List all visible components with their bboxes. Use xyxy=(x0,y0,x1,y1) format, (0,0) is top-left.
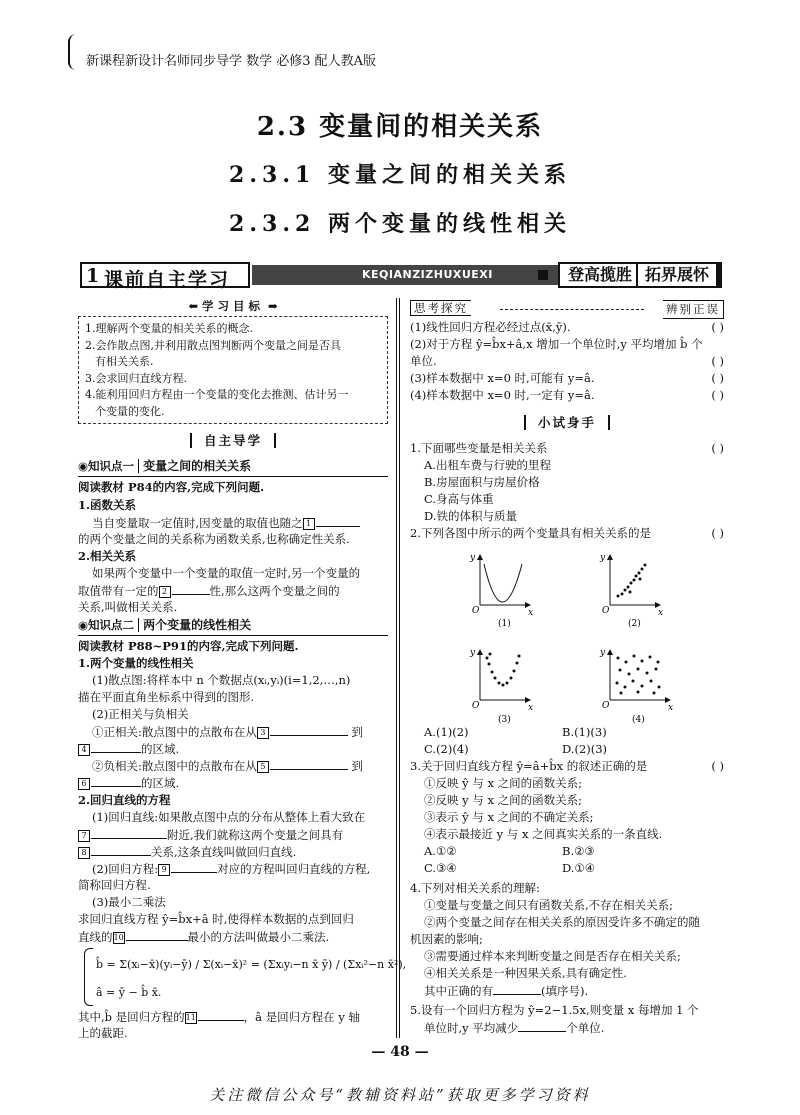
section-title: 2.3 变量间的相关关系 xyxy=(256,112,544,142)
blank-8[interactable] xyxy=(91,843,151,856)
blank-7[interactable] xyxy=(91,826,167,839)
point xyxy=(624,589,627,592)
banner-pinyin: KEQIANZIZHUXUEXI xyxy=(362,268,493,281)
point xyxy=(486,657,489,660)
q5-stem: 5.设有一个回归方程为 ŷ=2−1.5x,则变量 x 每增加 1 个 xyxy=(410,1003,699,1017)
plot-label-2: (2) xyxy=(628,619,641,629)
q3-opt-a[interactable]: A.①② xyxy=(424,844,457,858)
k2-end-2: 上的截距. xyxy=(78,1026,128,1040)
section-banner xyxy=(80,262,722,291)
point xyxy=(516,662,519,665)
goal-4b: 个变量的变化. xyxy=(95,404,165,418)
k2-m7: 求回归直线方程 ŷ=b̂x+â 时,使得样本数据的点到回归 xyxy=(78,912,354,926)
point xyxy=(616,682,619,685)
point xyxy=(628,673,631,676)
point xyxy=(641,660,644,663)
point xyxy=(617,595,620,598)
point xyxy=(617,657,620,660)
column-divider xyxy=(396,298,397,1038)
q3-opt-d[interactable]: D.①④ xyxy=(562,861,596,875)
point xyxy=(653,692,656,695)
point xyxy=(621,593,624,596)
plot2-y: y xyxy=(600,553,606,563)
plot2-points xyxy=(617,564,647,598)
blank-2[interactable] xyxy=(172,582,210,595)
k2-m3: (2)回归方程: 9 对应的方程叫回归直线的方程, xyxy=(92,862,371,876)
point xyxy=(639,578,642,581)
scatter-plots xyxy=(460,550,690,730)
q3-2: ②反映 y 与 x 之间的函数关系; xyxy=(424,793,582,807)
k2-m0: (1)回归直线:如果散点图中点的分布从整体上看大致在 xyxy=(92,810,366,824)
tf-3: (3)样本数据中 x=0 时,可能有 y=â. ( ) xyxy=(410,371,724,385)
q4-answer-blank[interactable] xyxy=(493,982,541,995)
q1-a: A.出租车费与行驶的里程 xyxy=(424,458,551,472)
q1-d: D.铁的体积与质量 xyxy=(424,509,517,523)
point xyxy=(633,579,636,582)
q1-stem: 1.下面哪些变量是相关关系 ( ) xyxy=(410,441,724,455)
plot1-origin: O xyxy=(472,606,480,616)
point xyxy=(638,572,641,575)
k1-read: 阅读教材 P84的内容,完成下列问题. xyxy=(78,480,265,494)
point xyxy=(624,686,627,689)
blank-1[interactable] xyxy=(316,514,360,527)
page-number: — 48 — xyxy=(371,1044,429,1060)
point xyxy=(635,575,638,578)
point xyxy=(658,686,661,689)
q2-stem: 2.下列各图中所示的两个变量具有相关关系的是 ( ) xyxy=(410,526,724,540)
goal-2b: 有相关关系. xyxy=(95,355,154,368)
goal-2: 2.会作散点图,并利用散点图判断两个变量之间是否具 xyxy=(85,338,341,352)
point xyxy=(657,661,660,664)
point xyxy=(644,564,647,567)
blank-9[interactable] xyxy=(171,860,217,873)
q3-stem: 3.关于回归直线方程 ŷ=â+b̂x 的叙述正确的是 ( ) xyxy=(410,759,724,773)
k2-h2: 2.回归直线的方程 xyxy=(78,793,171,807)
right-column xyxy=(410,298,724,1098)
point xyxy=(646,672,649,675)
banner-number: 1 xyxy=(86,265,100,287)
k2-l0: (1)散点图:将样本中 n 个数据点(xᵢ,yᵢ)(i=1,2,…,n) xyxy=(92,673,351,687)
k1-p2a: 如果两个变量中一个变量的取值一定时,另一个变量的 xyxy=(92,566,361,580)
blank-6[interactable] xyxy=(91,774,141,787)
q4-2: ②两个变量之间存在相关关系的原因受许多不确定的随 xyxy=(424,915,700,929)
point xyxy=(625,661,628,664)
plot4-x: x xyxy=(668,703,674,713)
point xyxy=(488,663,491,666)
plot-label-3: (3) xyxy=(498,715,511,725)
q5-answer: 单位时,y 平均减少 个单位. xyxy=(424,1021,605,1035)
plot3-origin: O xyxy=(472,701,480,711)
k1-p2b: 取值带有一定的 2 性,那么这两个变量之间的 xyxy=(78,584,340,598)
plot4-points xyxy=(616,655,661,695)
subsection-title-1: 2.3.1 变量之间的相关关系 xyxy=(229,162,571,188)
banner-label: 课前自主学习 xyxy=(104,269,231,291)
goal-1: 1.理解两个变量的相关关系的概念. xyxy=(85,322,253,335)
goals-title xyxy=(78,298,388,315)
formula-a: â = ȳ − b̂ x̄. xyxy=(96,986,162,999)
point xyxy=(655,668,658,671)
q5-answer-blank[interactable] xyxy=(518,1019,566,1032)
k2-l8: 6 的区域. xyxy=(78,774,179,792)
plot3-points xyxy=(486,653,521,687)
point xyxy=(489,653,492,656)
plot-1 xyxy=(469,553,533,629)
banner-left xyxy=(80,262,250,291)
k2-l2: (2)正相关与负相关 xyxy=(92,707,189,721)
goals-title-text: 学习目标 xyxy=(202,299,264,313)
think-dash xyxy=(500,309,644,310)
goal-4: 4.能利用回归方程由一个变量的变化去推测、估计另一 xyxy=(85,388,349,401)
point xyxy=(513,670,516,673)
plot1-x: x xyxy=(528,608,534,618)
point xyxy=(633,655,636,658)
xiaoshi-heading: 小试身手 xyxy=(410,412,724,431)
plot3-x: x xyxy=(528,703,534,713)
k2-h1: 1.两个变量的线性相关 xyxy=(78,656,194,670)
point xyxy=(620,692,623,695)
goals-box xyxy=(78,316,388,424)
q3-3: ③表示 ŷ 与 x 之间的不确定关系; xyxy=(424,810,594,824)
formula-b: b̂ = Σ(xᵢ−x̄)(yᵢ−ȳ) / Σ(xᵢ−x̄)² = (Σxᵢyᵢ−n x̄ ȳ) / (Σxᵢ²−n x̄²), xyxy=(96,958,407,971)
q3-4: ④表示最接近 y 与 x 之间真实关系的一条直线. xyxy=(424,827,663,841)
arrow-right-icon: ➡ xyxy=(268,299,278,313)
plot1-y: y xyxy=(470,553,476,563)
point xyxy=(641,568,644,571)
k2-m1: 7 附近,我们就称这两个变量之间具有 xyxy=(78,826,343,844)
banner-square-icon xyxy=(538,270,548,280)
k1-p2c: 关系,叫做相关关系. xyxy=(78,600,178,614)
plot3-y: y xyxy=(470,648,476,658)
k1-p1a: 当自变量取一定值时,因变量的取值也随之 1 xyxy=(92,514,360,532)
k2-l3: ①正相关:散点图中的点散布在从 3 到 xyxy=(92,725,364,739)
q3-opt-c[interactable]: C.③④ xyxy=(424,861,457,875)
point xyxy=(632,680,635,683)
tf-2: (2)对于方程 ŷ=b̂x+â,x 增加一个单位时,y 平均增加 b̂ 个 xyxy=(410,337,703,351)
k2-m2: 8 关系,这条直线叫做回归直线. xyxy=(78,843,296,861)
k2-m5: 简称回归方程. xyxy=(78,878,151,892)
point xyxy=(641,685,644,688)
k2-end-1: 其中,b̂ 是回归方程的11 ，â 是回归方程在 y 轴 xyxy=(78,1010,360,1024)
footer-note: 关注微信公众号“教辅资料站”获取更多学习资料 xyxy=(209,1086,591,1104)
k1-p1b: 的两个变量之间的关系称为函数关系,也称确定性关系. xyxy=(78,532,350,546)
q3-opt-b[interactable]: B.②③ xyxy=(562,844,595,858)
point xyxy=(637,691,640,694)
plot-2 xyxy=(599,553,663,629)
plot4-y: y xyxy=(600,648,606,658)
k2-read: 阅读教材 P88~P91的内容,完成下列问题. xyxy=(78,639,299,653)
k2-m8: 直线的10 最小的方法叫做最小二乘法. xyxy=(78,930,330,944)
knowledge-icon: ◉ xyxy=(78,618,89,632)
plot-4 xyxy=(599,648,673,725)
point xyxy=(649,656,652,659)
formula-brace xyxy=(84,948,93,1006)
k1-heading: ◉知识点一 变量之间的相关关系 xyxy=(78,459,252,473)
k2-underline xyxy=(78,635,388,636)
tf-1: (1)线性回归方程必经过点(x̄,ȳ). ( ) xyxy=(410,320,724,334)
plot-label-1: (1) xyxy=(498,619,511,629)
blank-4[interactable] xyxy=(91,740,141,753)
k2-l1: 描在平面直角坐标系中得到的图形. xyxy=(78,690,255,704)
q4-stem: 4.下列对相关关系的理解: xyxy=(410,881,540,895)
q4-1: ①变量与变量之间只有函数关系,不存在相关关系; xyxy=(424,898,674,912)
point xyxy=(510,677,513,680)
blank-3[interactable] xyxy=(270,723,348,736)
goal-3: 3.会求回归直线方程. xyxy=(85,371,187,385)
blank-5[interactable] xyxy=(270,757,348,770)
plot-3 xyxy=(469,648,533,725)
zizhu-heading: 自主导学 xyxy=(78,430,388,449)
header-text: 新课程新设计名师同步导学 数学 必修3 配人教A版 xyxy=(86,54,377,69)
blank-11[interactable] xyxy=(198,1008,244,1021)
point xyxy=(518,655,521,658)
point xyxy=(498,682,501,685)
plot2-x: x xyxy=(658,608,664,618)
k1-h2: 2.相关关系 xyxy=(78,549,137,563)
k1-h1: 1.函数关系 xyxy=(78,498,137,512)
q2-opt-a[interactable]: A.(1)(2) xyxy=(424,725,469,739)
parabola-curve xyxy=(484,564,522,602)
point xyxy=(637,668,640,671)
arrow-left-icon: ⬅ xyxy=(188,299,198,313)
point xyxy=(494,677,497,680)
k2-heading: ◉知识点二 两个变量的线性相关 xyxy=(78,618,252,632)
q2-opt-d[interactable]: D.(2)(3) xyxy=(562,742,608,756)
q2-opt-c[interactable]: C.(2)(4) xyxy=(424,742,469,756)
q4-4: ④相关关系是一种因果关系,具有确定性. xyxy=(424,966,627,980)
think-heading: 思考探究 辨别正误 xyxy=(410,300,724,317)
k1-underline xyxy=(78,476,388,477)
knowledge-icon: ◉ xyxy=(78,459,89,473)
banner-right-2: 拓界展怀 xyxy=(636,262,722,288)
tf-2b: 单位. ( ) xyxy=(410,354,724,368)
point xyxy=(630,582,633,585)
k2-l6: ②负相关:散点图中的点散布在从 5 到 xyxy=(92,759,364,773)
plot4-origin: O xyxy=(602,701,610,711)
tf-4: (4)样本数据中 x=0 时,一定有 y=â. ( ) xyxy=(410,388,724,402)
column-divider-2 xyxy=(399,298,400,1038)
point xyxy=(502,684,505,687)
q4-3: ③需要通过样本来判断变量之间是否存在相关关系; xyxy=(424,949,681,963)
banner-right-1: 登高揽胜 xyxy=(558,262,642,288)
plot2-origin: O xyxy=(602,606,610,616)
k2-m6: (3)最小二乘法 xyxy=(92,895,166,909)
plot-label-4: (4) xyxy=(632,715,645,725)
q1-c: C.身高与体重 xyxy=(424,492,494,506)
k2-l5: 4 的区域. xyxy=(78,740,179,758)
q4-answer: 其中正确的有 (填序号). xyxy=(424,984,589,998)
point xyxy=(491,671,494,674)
point xyxy=(650,680,653,683)
point xyxy=(506,682,509,685)
point xyxy=(629,591,632,594)
point xyxy=(627,586,630,589)
q4-2b: 机因素的影响; xyxy=(410,932,483,946)
point xyxy=(619,669,622,672)
blank-10[interactable] xyxy=(126,928,188,941)
header-bracket xyxy=(68,34,78,70)
q2-opt-b[interactable]: B.(1)(3) xyxy=(562,725,607,739)
subsection-title-2: 2.3.2 两个变量的线性相关 xyxy=(229,211,571,237)
q3-1: ①反映 ŷ 与 x 之间的函数关系; xyxy=(424,776,582,790)
q1-b: B.房屋面积与房屋价格 xyxy=(424,475,540,489)
